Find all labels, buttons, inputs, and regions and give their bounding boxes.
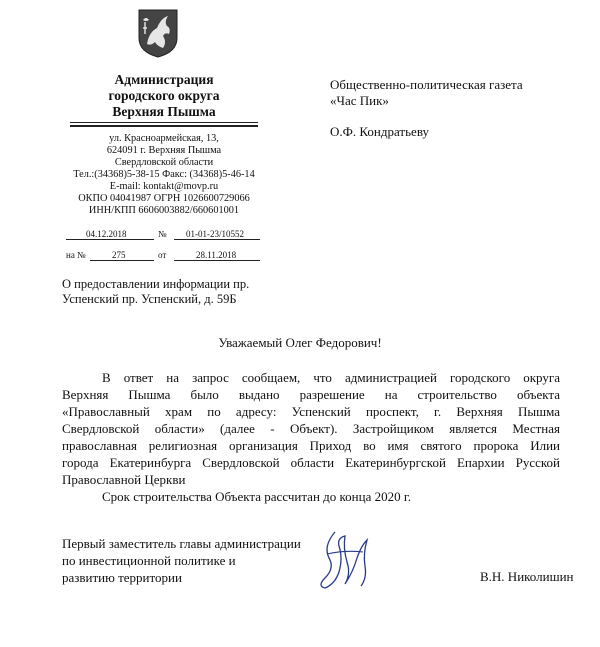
address-line-okpo: ОКПО 04041987 ОГРН 1026600729066	[78, 193, 250, 204]
in-reply-number: 275	[112, 250, 126, 260]
org-name-line-3: Верхняя Пышма	[112, 104, 216, 119]
signatory-title-line-3: развитию территории	[62, 570, 182, 585]
subject-line-1: О предоставлении информации пр.	[62, 277, 250, 291]
body-line-6: города Екатеринбурга Свердловской области Екатеринбургской Епархии Русской	[62, 455, 560, 470]
body-line-4: Свердловской области» (далее - Объект). Застройщиком является Местная	[62, 421, 560, 436]
in-reply-number-underline	[90, 260, 154, 261]
recipient-person: О.Ф. Кондратьеву	[330, 124, 430, 139]
subject-line-2: Успенский пр. Успенский, д. 59Б	[62, 292, 237, 306]
body-line-7: Православной Церкви	[62, 472, 186, 487]
in-reply-date: 28.11.2018	[196, 250, 237, 260]
body-line-3: «Православный храм по адресу: Успенский проспект, г. Верхняя Пышма	[62, 404, 560, 419]
outgoing-number-label: №	[158, 229, 167, 239]
address-line-city: 624091 г. Верхняя Пышма	[106, 145, 222, 156]
body-paragraph-2: Срок строительства Объекта рассчитан до конца 2020 г.	[102, 489, 411, 504]
outgoing-date-underline	[66, 239, 154, 240]
in-reply-date-underline	[174, 260, 260, 261]
address-line-region: Свердловской области	[114, 157, 214, 168]
recipient-newspaper: Общественно-политическая газета	[330, 77, 523, 92]
handwritten-signature	[305, 528, 385, 592]
signatory-title-line-1: Первый заместитель главы администрации	[62, 536, 301, 551]
org-name-line-2: городского округа	[108, 88, 220, 103]
address-line-email: E-mail: kontakt@movp.ru	[109, 181, 219, 192]
outgoing-number-underline	[174, 239, 260, 240]
letter-body	[62, 369, 560, 505]
coat-of-arms-emblem	[137, 8, 179, 58]
address-line-street: ул. Красноармейская, 13,	[109, 133, 219, 144]
outgoing-date: 04.12.2018	[86, 229, 127, 239]
in-reply-label: на №	[66, 250, 86, 260]
address-line-inn: ИНН/КПП 6606003882/660601001	[88, 205, 240, 216]
body-line-1: В ответ на запрос сообщаем, что администрацией городского округа	[102, 370, 560, 385]
letter-greeting: Уважаемый Олег Федорович!	[218, 335, 382, 350]
body-line-5: православная религиозная организация Приход во имя святого пророка Илии	[62, 438, 560, 453]
address-line-phone: Тел.:(34368)5-38-15 Факс: (34368)5-46-14	[73, 169, 255, 180]
outgoing-number: 01-01-23/10552	[186, 229, 244, 239]
org-name-line-1: Администрация	[114, 72, 214, 87]
body-line-2: Верхняя Пышма было выдано разрешение на строительство объекта	[62, 387, 560, 402]
signatory-title-line-2: по инвестиционной политике и	[62, 553, 236, 568]
recipient-newspaper-name: «Час Пик»	[330, 93, 389, 108]
header-divider-thin	[70, 122, 258, 123]
header-divider-thick	[70, 125, 258, 127]
signatory-name: В.Н. Николишин	[480, 569, 574, 584]
in-reply-from-label: от	[158, 250, 167, 260]
